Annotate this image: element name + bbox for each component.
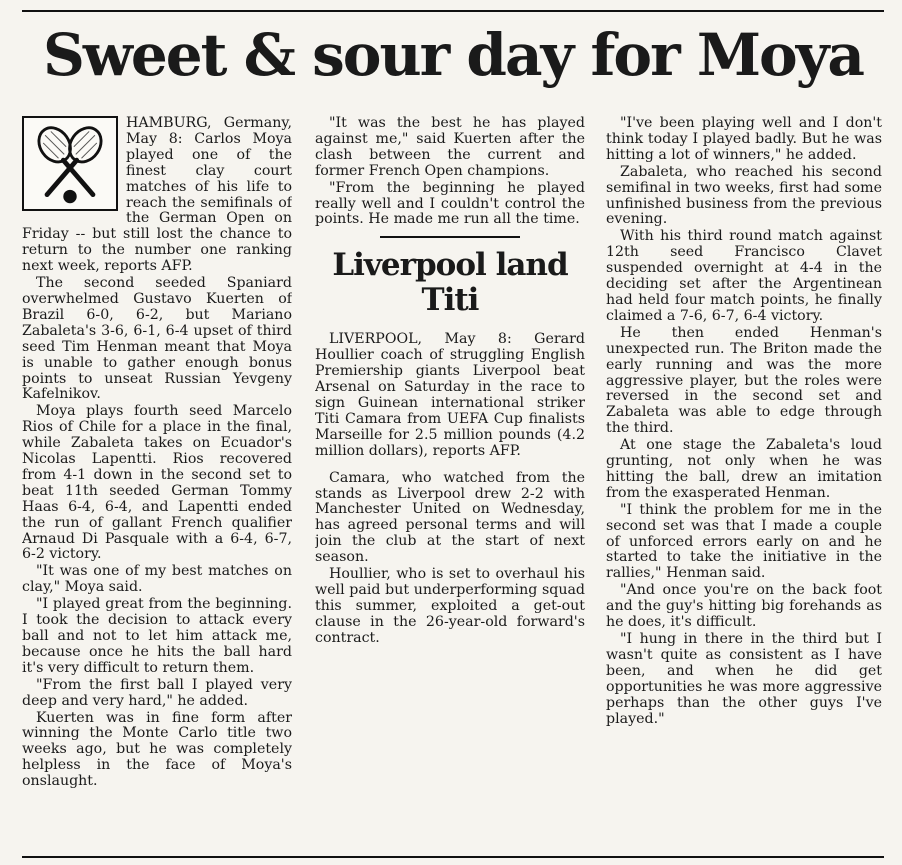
- paragraph: Moya plays fourth seed Marcelo Rios of Chile for a place in the final, while Zabaleta takes on Ecuador's Nicolas Lapentti. Rios recovered from 4-1 down in the second set to beat 11th seeded German Tommy Haas 6-4, 6-4, and Lapentti ended the run of gallant French qualifier Arnaud Di Pasquale with a 6-4, 6-7, 6-2 victory.: [22, 403, 292, 563]
- paragraph: "It was one of my best matches on clay," Moya said.: [22, 563, 292, 596]
- crossed-tennis-rackets-icon: [22, 116, 118, 211]
- paragraph: "I think the problem for me in the second set was that I made a couple of unforced errors early on and he started to take the initiative in the rallies," Henman said.: [606, 501, 882, 582]
- story1-column-1: [22, 116, 292, 842]
- paragraph: Houllier, who is set to overhaul his well paid but underperforming squad this summer, exploited a get-out clause in the 26-year-old forward's contract.: [315, 566, 585, 646]
- headline: Sweet & sour day for Moya: [43, 21, 863, 89]
- paragraph: "From the beginning he played really well and I couldn't control the points. He made me run all the time.: [315, 179, 585, 228]
- paragraph: LIVERPOOL, May 8: Gerard Houllier coach of struggling English Premiership giants Liverpool beat Arsenal on Saturday in the race to sign Guinean international striker Titi Camara from UEFA Cup finalists Marseille for 2.5 million pounds (4.2 million dollars), reports AFP.: [315, 331, 585, 459]
- paragraph: He then ended Henman's unexpected run. The Briton made the early running and was the more aggressive player, but the roles were reversed in the second set and Zabaleta was able to edge through the third.: [606, 324, 882, 437]
- paragraph: "And once you're on the back foot and the guy's hitting big forehands as he does, it's difficult.: [606, 582, 882, 631]
- paragraph: Camara, who watched from the stands as Liverpool drew 2-2 with Manchester United on Wednesday, has agreed personal terms and will join the club at the start of next season.: [315, 469, 585, 566]
- paragraph: With his third round match against 12th seed Francisco Clavet suspended overnight at 4-4 in the deciding set after the Argentinean had held four match points, he finally claimed a 7-6, 6-7, 6-4 victory.: [606, 228, 882, 324]
- paragraph: The second seeded Spaniard overwhelmed Gustavo Kuerten of Brazil 6-0, 6-2, but Mariano Zabaleta's 3-6, 6-1, 6-4 upset of third seed Tim Henman meant that Moya is unable to gather enough bonus points to unseat Russian Yevgeny Kafelnikov.: [22, 275, 292, 403]
- paragraph: "I hung in there in the third but I wasn't quite as consistent as I have been, and when he did get opportunities he was more aggressive perhaps than the other guys I've played.": [606, 631, 882, 727]
- column-2: [315, 116, 585, 848]
- paragraph: Kuerten was in fine form after winning the Monte Carlo title two weeks ago, but he was completely helpless in the face of Moya's onslaught.: [22, 709, 292, 790]
- paragraph: "I've been playing well and I don't think today I played badly. But he was hitting a lot of winners," he added.: [606, 116, 882, 163]
- paragraph: HAMBURG, Germany, May 8: Carlos Moya played one of the finest clay court matches of his life to reach the semifinals of the German Open on Friday -- but still lost the chance to return to the number one ranking next week, reports AFP.: [22, 116, 292, 275]
- story2-headline: Liverpool land Titi: [332, 247, 568, 319]
- paragraph: "I played great from the beginning. I took the decision to attack every ball and not to let him attack me, because once he hits the ball hard it's very difficult to return them.: [22, 596, 292, 676]
- paragraph: At one stage the Zabaleta's loud grunting, not only when he was hitting the ball, drew an imitation from the exasperated Henman.: [606, 437, 882, 501]
- story-divider: [380, 236, 520, 238]
- paragraph: "From the first ball I played very deep and very hard," he added.: [22, 676, 292, 709]
- story1-column-3: [606, 116, 882, 856]
- bottom-rule: [22, 856, 884, 858]
- top-rule: [22, 10, 884, 12]
- paragraph: "It was the best he has played against me," said Kuerten after the clash between the current and former French Open champions.: [315, 116, 585, 179]
- paragraph: Zabaleta, who reached his second semifinal in two weeks, first had some unfinished business from the previous evening.: [606, 163, 882, 228]
